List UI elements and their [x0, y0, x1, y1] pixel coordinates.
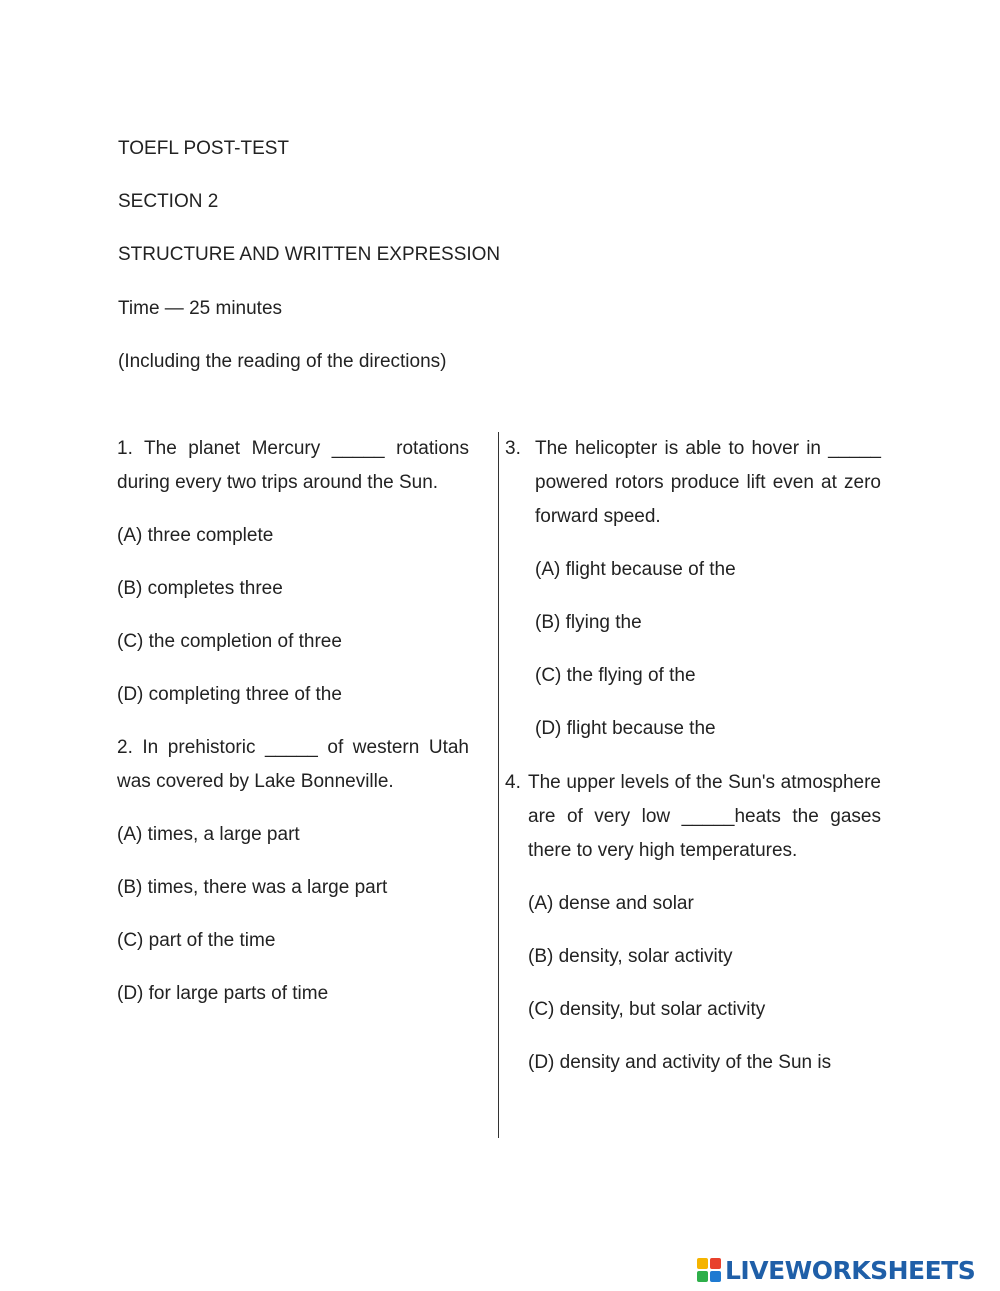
question-1-text: 1. The planet Mercury _____ rotations during every two trips around the Sun.: [117, 438, 469, 493]
logo-square: [697, 1258, 708, 1269]
logo-square: [710, 1271, 721, 1282]
header-time: Time — 25 minutes: [118, 298, 283, 319]
question-1-option-b: (B) completes three: [117, 578, 283, 599]
question-3-option-a: (A) flight because of the: [535, 559, 736, 580]
logo-text: LIVEWORKSHEETS: [725, 1255, 976, 1285]
logo-square: [710, 1258, 721, 1269]
question-3-option-d: (D) flight because the: [535, 718, 716, 739]
question-2-option-a: (A) times, a large part: [117, 824, 300, 845]
logo-square: [697, 1271, 708, 1282]
header-note: (Including the reading of the directions): [118, 351, 447, 372]
question-1-option-c: (C) the completion of three: [117, 631, 342, 652]
left-column: [117, 432, 469, 1011]
question-2-option-b: (B) times, there was a large part: [117, 877, 388, 898]
column-divider: [498, 432, 499, 1138]
question-4-text: The upper levels of the Sun's atmosphere are of very low _____heats the gases there to very high temperatures.: [528, 772, 881, 861]
header-section: SECTION 2: [118, 191, 219, 212]
question-3-text: The helicopter is able to hover in _____ powered rotors produce lift even at zero forward speed.: [535, 438, 881, 527]
question-3-option-b: (B) flying the: [535, 612, 642, 633]
question-1-option-d: (D) completing three of the: [117, 684, 342, 705]
question-4-option-b: (B) density, solar activity: [528, 946, 733, 967]
question-2-option-d: (D) for large parts of time: [117, 983, 329, 1004]
question-4: [505, 766, 881, 1080]
question-4-option-c: (C) density, but solar activity: [528, 999, 766, 1020]
question-3: [505, 432, 881, 746]
question-3-option-c: (C) the flying of the: [535, 665, 696, 686]
liveworksheets-logo-icon: [697, 1258, 721, 1282]
liveworksheets-logo[interactable]: [697, 1254, 975, 1286]
question-2-text: 2. In prehistoric _____ of western Utah was covered by Lake Bonneville.: [117, 737, 469, 792]
header-subtitle: STRUCTURE AND WRITTEN EXPRESSION: [118, 244, 501, 265]
question-4-option-a: (A) dense and solar: [528, 893, 694, 914]
question-1-option-a: (A) three complete: [117, 525, 274, 546]
question-4-option-d: (D) density and activity of the Sun is: [528, 1052, 832, 1073]
header-title: TOEFL POST-TEST: [118, 138, 290, 159]
question-2-option-c: (C) part of the time: [117, 930, 276, 951]
question-3-number: 3.: [505, 438, 521, 459]
question-4-number: 4.: [505, 772, 521, 793]
